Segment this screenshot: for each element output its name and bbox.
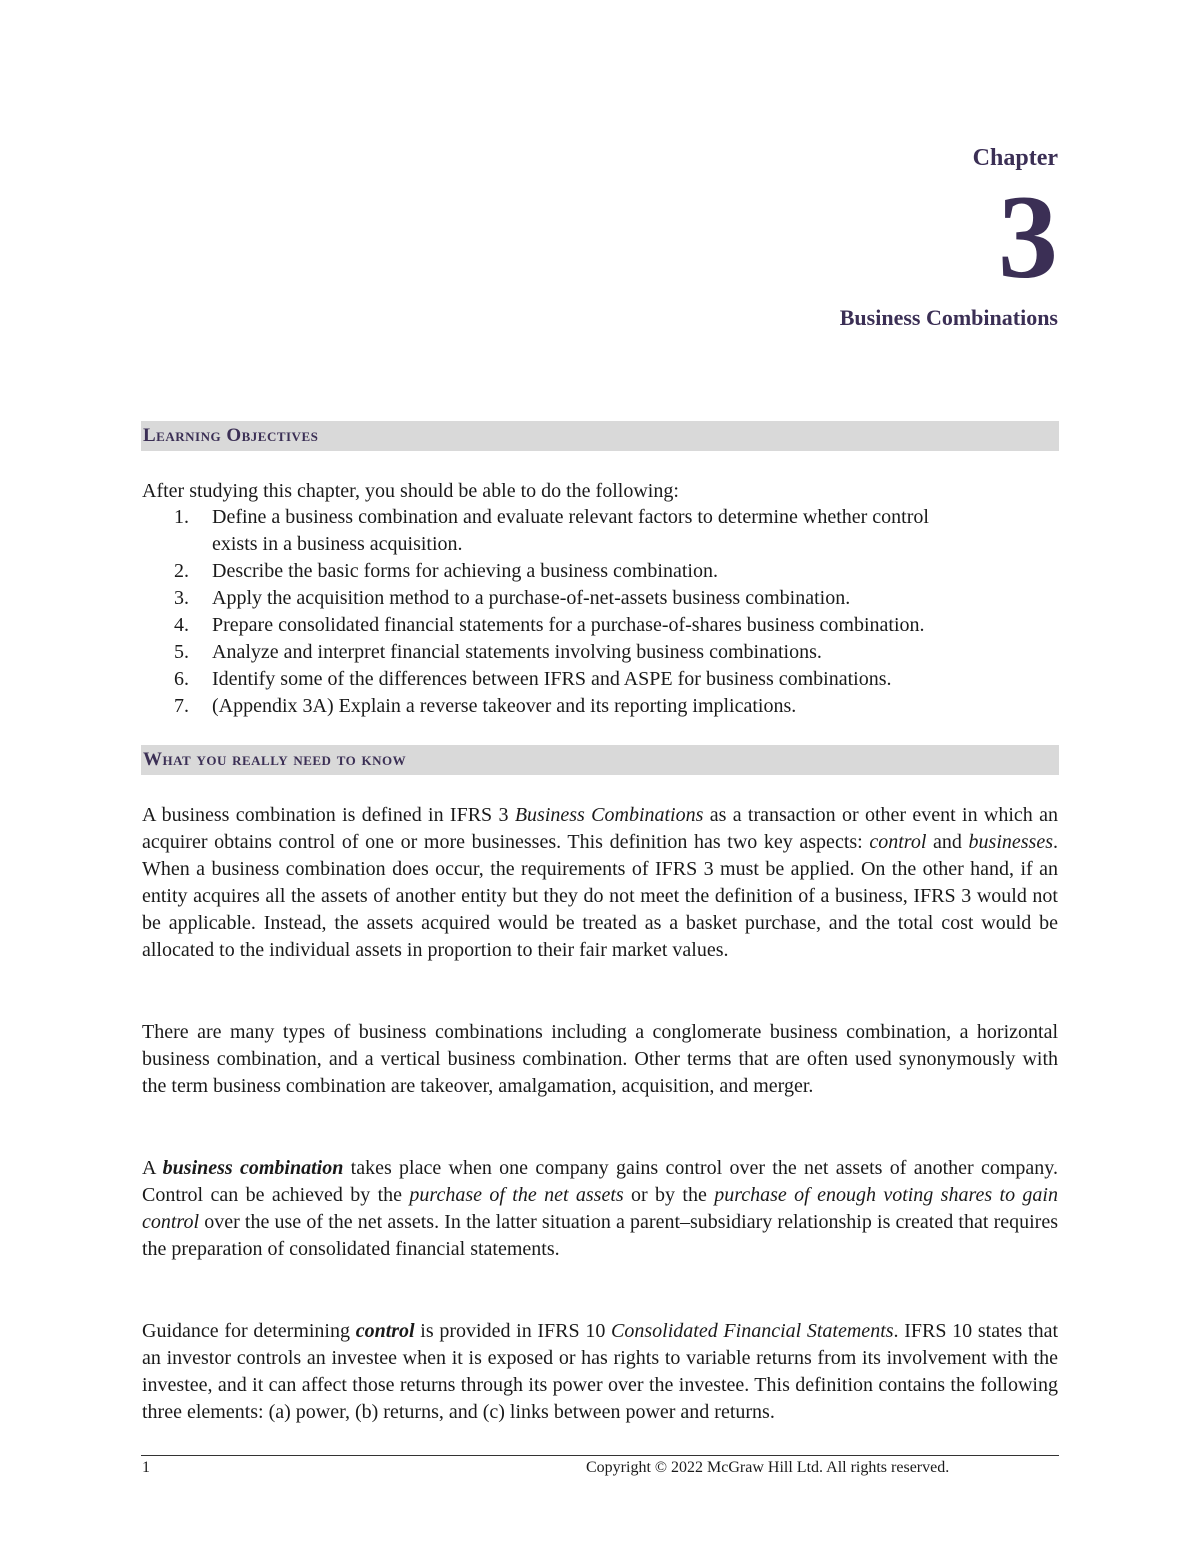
chapter-header (840, 140, 1058, 334)
objective-item (142, 585, 1058, 612)
footer-rule (141, 1455, 1059, 1456)
objective-number: 4. (174, 614, 189, 636)
objective-text: Apply the acquisition method to a purchase-of-net-assets business combination. (212, 587, 851, 609)
objective-item (142, 666, 1058, 693)
chapter-number: 3 (998, 170, 1058, 303)
objective-item (142, 639, 1058, 666)
need-to-know-heading: What you really need to know (141, 745, 1059, 775)
objective-number: 7. (174, 695, 189, 717)
objective-item (142, 693, 1058, 720)
objectives-intro: After studying this chapter, you should be able to do the following: (142, 480, 679, 502)
objective-text: Analyze and interpret financial statements involving business combinations. (212, 641, 822, 663)
copyright-notice: Copyright © 2022 McGraw Hill Ltd. All rights reserved. (586, 1459, 950, 1476)
objective-number: 2. (174, 560, 189, 582)
objective-item (142, 504, 1058, 558)
paragraph-definition: A business combination is defined in IFRS 3 Business Combinations as a transaction or other event in which an acquirer obtains control of one or more businesses. This definition has two key aspects: control and businesses. When a business combination does occur, the requirements of IFRS 3 must be applied. On the other hand, if an entity acquires all the assets of another entity but they do not meet the definition of a business, IFRS 3 would not be applicable. Instead, the assets acquired would be treated as a basket purchase, and the total cost would be allocated to the individual assets in proportion to their fair market values. (142, 804, 1059, 961)
objective-number: 6. (174, 668, 189, 690)
objective-number: 5. (174, 641, 189, 663)
learning-objectives-heading: Learning Objectives (141, 421, 1059, 451)
chapter-label: Chapter (972, 145, 1058, 171)
objective-number: 3. (174, 587, 189, 609)
objective-number: 1. (174, 506, 189, 528)
objective-text: (Appendix 3A) Explain a reverse takeover and its reporting implications. (212, 695, 797, 717)
objective-text: Prepare consolidated financial statements for a purchase-of-shares business combination. (212, 614, 925, 636)
paragraph-types: There are many types of business combinations including a conglomerate business combination, a horizontal business combination, and a vertical business combination. Other terms that are often used synonymously with the term business combination are takeover, amalgamation, acquisition, and merger. (142, 1021, 1058, 1097)
paragraph-control: Guidance for determining control is provided in IFRS 10 Consolidated Financial Statements. IFRS 10 states that an investor controls an investee when it is exposed or has rights to variable returns from its involvement with the investee, and it can affect those returns through its power over the investee. This definition contains the following three elements: (a) power, (b) returns, and (c) links between power and returns. (142, 1320, 1058, 1423)
paragraph-business-combination: A business combination takes place when one company gains control over the net assets of another company. Control can be achieved by the purchase of the net assets or by the purchase of enough voting shares to gain control over the use of the net assets. In the latter situation a parent–subsidiary relationship is created that requires the preparation of consolidated financial statements. (142, 1157, 1058, 1260)
page-number: 1 (142, 1459, 150, 1476)
objective-text: Identify some of the differences between IFRS and ASPE for business combinations. (212, 668, 892, 690)
objective-item (142, 612, 1058, 639)
objective-item (142, 558, 1058, 585)
objective-text: Describe the basic forms for achieving a business combination. (212, 560, 718, 582)
objective-text: Define a business combination and evaluate relevant factors to determine whether control (212, 506, 929, 528)
chapter-title: Business Combinations (839, 305, 1058, 330)
objectives-list (142, 504, 1058, 720)
objective-text-continued: exists in a business acquisition. (212, 533, 463, 555)
